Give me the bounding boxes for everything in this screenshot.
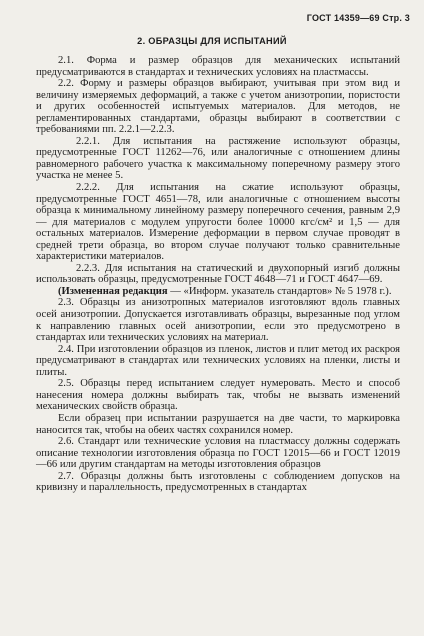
paragraph-2-3: 2.3. Образцы из анизотропных материалов изготовляют вдоль главных осей анизотропии. Допускается изготавливать образцы, вырезанные под углом к направлению главных осей анизотропии, если это предусмотрено в стандартах или технических условиях на материал. xyxy=(36,297,400,344)
paragraph-2-4: 2.4. При изготовлении образцов из пленок, листов и плит метод их раскроя предусматривают в стандартах или технических условиях на пленки, листы и плиты. xyxy=(36,343,400,378)
paragraph-2-2-2: 2.2.2. Для испытания на сжатие используют образцы, предусмотренные ГОСТ 4651—78, или аналогичные с отношением высоты образца к минимальному линейному размеру поперечного сечения, равным 2,9 — для материалов с модулем упругости более 10000 кгс/см² и 1,5 — для остальных материалов. Измерение деформации в первом случае проводят в средней трети образца, во втором случае получают только сравнительные характеристики материалов. xyxy=(36,182,400,263)
running-head: ГОСТ 14359—69 Стр. 3 xyxy=(306,13,410,23)
paragraph-2-7: 2.7. Образцы должны быть изготовлены с соблюдением допусков на кривизну и параллельность, предусмотренных в стандартах xyxy=(36,470,400,494)
paragraph-2-6: 2.6. Стандарт или технические условия на пластмассу должны содержать описание технологии изготовления образца по ГОСТ 12015—66 и ГОСТ 12019—66 или другим стандартам на методы изготовления образцов xyxy=(36,436,400,471)
paragraph-2-5: 2.5. Образцы перед испытанием следует нумеровать. Место и способ нанесения номера должны выбирать так, чтобы не вызвать изменений механических свойств образца. xyxy=(36,378,400,413)
paragraph-2-2-3: 2.2.3. Для испытания на статический и двухопорный изгиб должны использовать образцы, предусмотренные ГОСТ 4648—71 и ГОСТ 4647—69. xyxy=(36,262,400,286)
paragraph-2-2: 2.2. Форму и размеры образцов выбирают, учитывая при этом вид и величину измеряемых деформаций, а также с учетом анизотропии, пористости и других особенностей испытуемых материалов. Для методов, не регламентированных стандартами, образцы выбирают в соответствии с требованиями пп. 2.2.1—2.2.3. xyxy=(36,78,400,136)
paragraph-2-1: 2.1. Форма и размер образцов для механических испытаний предусматриваются в стандартах и технических условиях на пластмассы. xyxy=(36,55,400,78)
amendment-label: (Измененная редакция xyxy=(58,285,168,297)
amendment-text: — «Информ. указатель стандартов» № 5 1978 г.). xyxy=(167,285,392,297)
amendment-note xyxy=(36,286,400,298)
paragraph-2-2-1: 2.2.1. Для испытания на растяжение используют образцы, предусмотренные ГОСТ 11262—76, или аналогичные с отношением длины равномерного рабочего участка к максимальному поперечному размеру этого участка не менее 5. xyxy=(36,135,400,182)
body-text xyxy=(36,55,400,494)
section-title: 2. ОБРАЗЦЫ ДЛЯ ИСПЫТАНИЙ xyxy=(137,36,287,46)
paragraph-2-5-cont: Если образец при испытании разрушается на две части, то маркировка наносится так, чтобы на обеих частях сохранился номер. xyxy=(36,412,400,436)
